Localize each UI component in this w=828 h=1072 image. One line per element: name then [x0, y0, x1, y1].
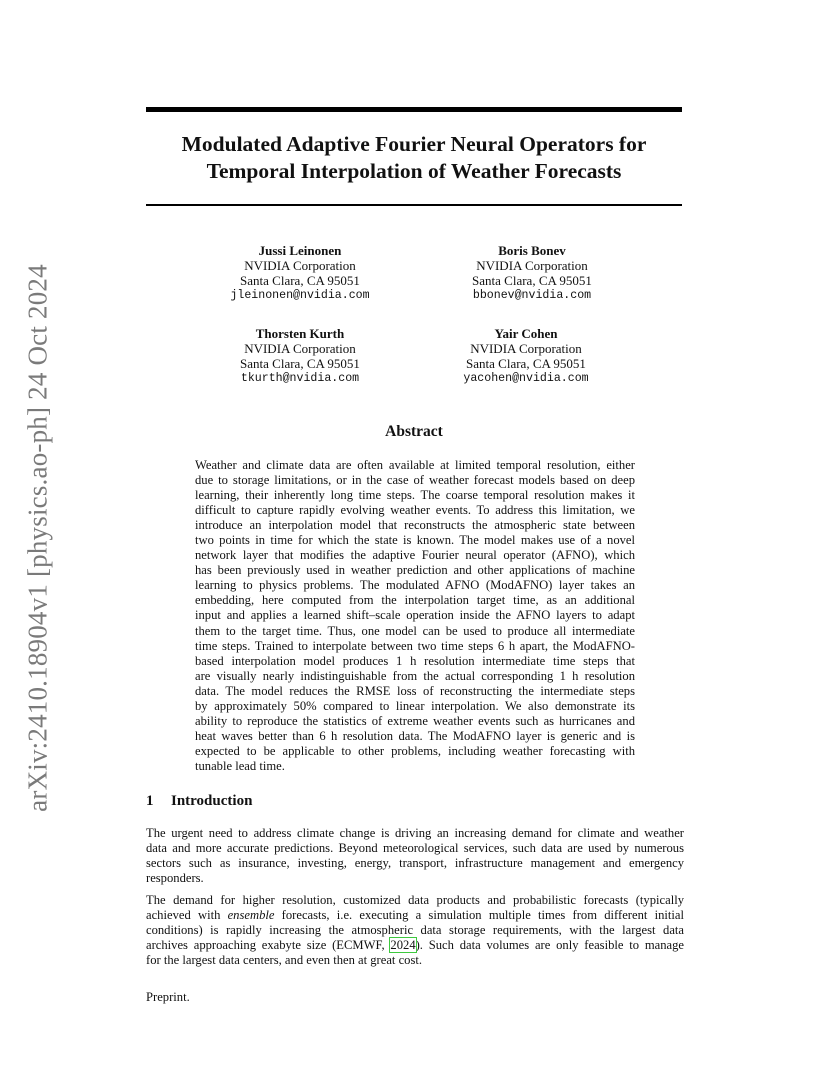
author-block [190, 243, 410, 303]
author-email: tkurth@nvidia.com [240, 372, 360, 385]
abstract-line: data. The model reduces the RMSE loss of reconstructing the intermediate steps [195, 683, 635, 698]
author-location: Santa Clara, CA 95051 [466, 356, 586, 371]
paragraph-line: conditions) is rapidly increasing the atmospheric data storage requirements, with the largest data [146, 923, 684, 938]
author-email: yacohen@nvidia.com [463, 372, 589, 385]
paragraph-line: for the largest data centers, and even then at great cost. [146, 953, 423, 968]
title-line: Temporal Interpolation of Weather Forecasts [206, 159, 622, 183]
abstract-line: learning, their inherently long time steps. The coarse temporal resolution makes it [195, 488, 635, 503]
abstract-line: expected to be applicable to other problems, including weather forecasting with [195, 743, 635, 758]
abstract-line: ability to reproduce the statistics of extreme weather events such as hurricanes and [195, 713, 635, 728]
author-location: Santa Clara, CA 95051 [240, 273, 360, 288]
title-bottom-rule [146, 204, 682, 206]
paragraph-line [146, 938, 684, 953]
text-span: forecasts, i.e. executing a simulation multiple times from different initial [274, 908, 684, 923]
author-block [190, 326, 410, 386]
abstract-line: heat waves better than 6 h resolution data. The ModAFNO layer is generic and is [195, 728, 635, 743]
section-number: 1 [146, 793, 154, 809]
author-affiliation: NVIDIA Corporation [470, 341, 582, 356]
author-affiliation: NVIDIA Corporation [476, 258, 588, 273]
author-name: Boris Bonev [498, 243, 566, 258]
abstract-line: tunable lead time. [195, 758, 285, 773]
abstract-line: two points in time for which the state is known. The model makes use of a novel [195, 533, 635, 548]
author-block [422, 243, 642, 303]
author-name: Jussi Leinonen [258, 243, 342, 258]
text-span: ). Such data volumes are only feasible to manage [415, 938, 684, 953]
abstract-line: based interpolation model produces 1 h resolution intermediate time steps that [195, 653, 635, 668]
abstract-line: introduce an interpolation model that reconstructs the atmospheric state between [195, 518, 635, 533]
abstract-line: them to the target time. Thus, one model can be used to produce all intermediate [195, 623, 635, 638]
author-affiliation: NVIDIA Corporation [244, 341, 356, 356]
abstract-line: time steps. Trained to interpolate between two time steps 6 h apart, the ModAFNO- [195, 638, 635, 653]
author-affiliation: NVIDIA Corporation [244, 258, 356, 273]
abstract-line: by approximately 50% compared to linear interpolation. We also demonstrate its [195, 698, 635, 713]
author-location: Santa Clara, CA 95051 [240, 356, 360, 371]
text-span: archives approaching exabyte size (ECMWF, [146, 938, 391, 953]
footer-note: Preprint. [146, 990, 190, 1004]
paragraph-line: responders. [146, 871, 204, 886]
intro-paragraph-1 [146, 826, 684, 886]
author-name: Thorsten Kurth [255, 326, 345, 341]
abstract-line: learning to physics problems. The modulated AFNO (ModAFNO) layer takes an [195, 578, 635, 593]
title-line: Modulated Adaptive Fourier Neural Operators for [181, 132, 647, 156]
abstract-line: has been previously used in weather prediction and other applications of machine [195, 563, 635, 578]
abstract-line: network layer that modifies the adaptive Fourier neural operator (AFNO), which [195, 548, 635, 563]
author-location: Santa Clara, CA 95051 [472, 273, 592, 288]
citation-link[interactable]: 2024 [390, 938, 416, 953]
arxiv-identifier-text: arXiv:2410.18904v1 [physics.ao-ph] 24 Oct 2024 [22, 264, 53, 812]
abstract-line: input and applies a learned shift–scale operation inside the AFNO layers to adapt [195, 608, 635, 623]
arxiv-identifier [15, 0, 61, 1072]
intro-paragraph-2 [146, 893, 684, 968]
abstract-line: Weather and climate data are often available at limited temporal resolution, either [195, 458, 635, 472]
paper-title [146, 131, 682, 185]
abstract-line: due to storage limitations, or in the case of weather forecast models based on deep [195, 473, 635, 488]
section-title: Introduction [171, 793, 253, 809]
paragraph-line: data and more accurate predictions. Beyond meteorological services, such data are used by numerous [146, 841, 684, 856]
paragraph-line: sectors such as insurance, investing, energy, transport, infrastructure management and emergency [146, 856, 684, 871]
emphasis-text: ensemble [227, 908, 275, 923]
abstract-line: embedding, here computed from the interpolation target time, as an additional [195, 593, 635, 608]
author-block [416, 326, 636, 386]
text-span: achieved with [146, 908, 228, 923]
paragraph-line: The urgent need to address climate change is driving an increasing demand for climate and weather [146, 826, 684, 840]
author-email: jleinonen@nvidia.com [230, 289, 370, 302]
abstract-line: difficult to capture rapidly evolving weather events. To address this limitation, we [195, 503, 635, 518]
abstract-line: are visually nearly indistinguishable from the actual corresponding 1 h resolution [195, 668, 635, 683]
author-email: bbonev@nvidia.com [472, 289, 592, 302]
abstract-body [195, 458, 635, 774]
paragraph-line: The demand for higher resolution, customized data products and probabilistic forecasts (typically [146, 893, 684, 907]
author-name: Yair Cohen [494, 326, 558, 341]
section-heading [146, 793, 252, 810]
abstract-heading: Abstract [385, 423, 443, 440]
title-top-rule [146, 107, 682, 112]
paragraph-line [146, 908, 684, 923]
